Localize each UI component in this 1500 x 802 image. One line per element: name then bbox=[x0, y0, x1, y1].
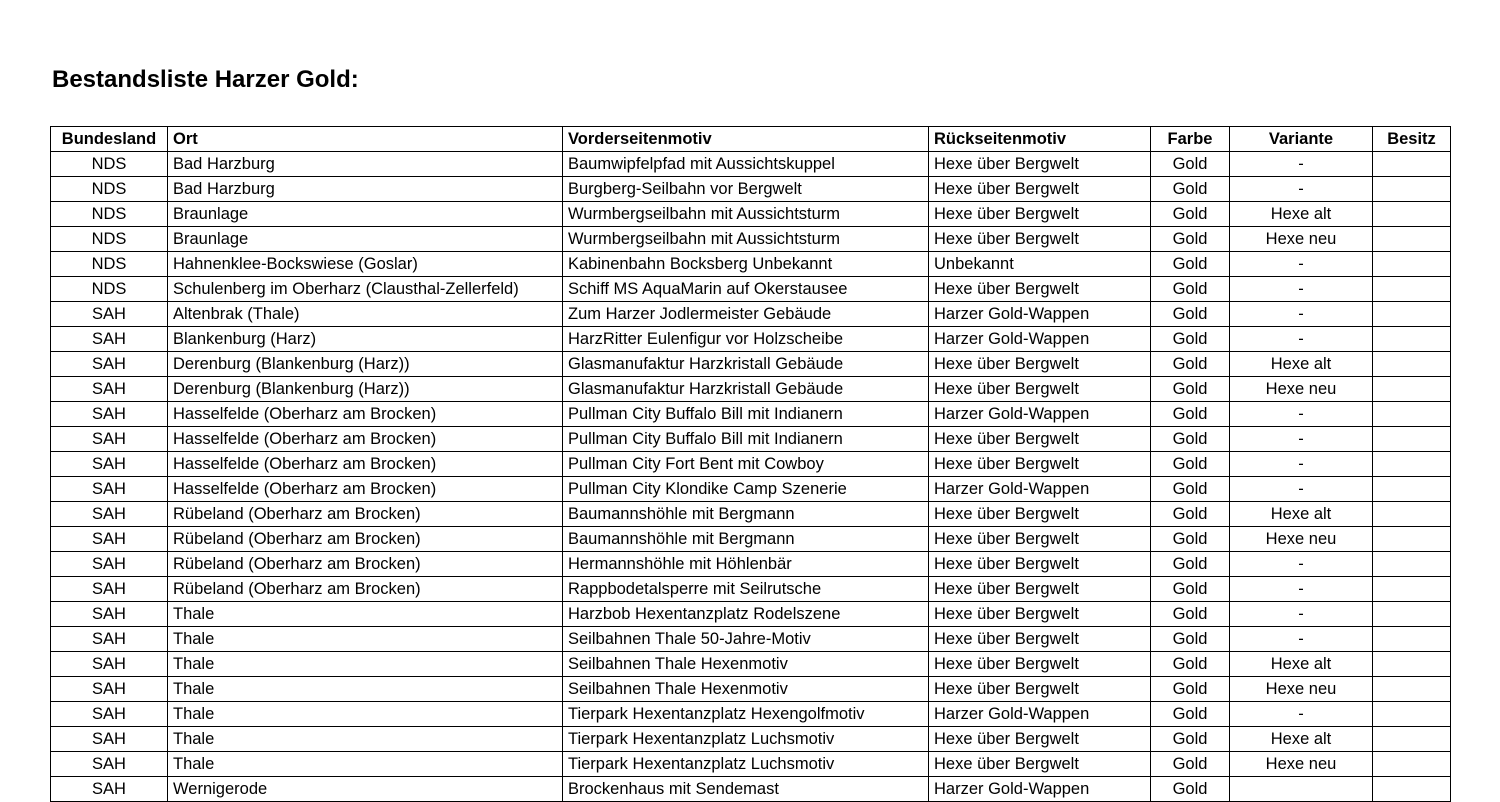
table-row bbox=[51, 627, 1451, 652]
cell-bundesland: SAH bbox=[51, 652, 168, 677]
cell-farbe: Gold bbox=[1151, 352, 1230, 377]
table-row bbox=[51, 602, 1451, 627]
cell-bundesland: SAH bbox=[51, 502, 168, 527]
cell-besitz bbox=[1373, 452, 1451, 477]
cell-besitz bbox=[1373, 602, 1451, 627]
table-row bbox=[51, 752, 1451, 777]
cell-rueckseitenmotiv: Harzer Gold-Wappen bbox=[929, 327, 1151, 352]
cell-bundesland: NDS bbox=[51, 152, 168, 177]
cell-bundesland: SAH bbox=[51, 602, 168, 627]
cell-rueckseitenmotiv: Hexe über Bergwelt bbox=[929, 452, 1151, 477]
cell-variante: - bbox=[1230, 552, 1373, 577]
cell-rueckseitenmotiv: Hexe über Bergwelt bbox=[929, 627, 1151, 652]
cell-farbe: Gold bbox=[1151, 552, 1230, 577]
cell-farbe: Gold bbox=[1151, 502, 1230, 527]
cell-variante: - bbox=[1230, 177, 1373, 202]
cell-vorderseitenmotiv: Pullman City Buffalo Bill mit Indianern bbox=[563, 427, 929, 452]
cell-rueckseitenmotiv: Hexe über Bergwelt bbox=[929, 527, 1151, 552]
header-variante: Variante bbox=[1230, 127, 1373, 152]
cell-rueckseitenmotiv: Harzer Gold-Wappen bbox=[929, 402, 1151, 427]
cell-besitz bbox=[1373, 702, 1451, 727]
cell-bundesland: SAH bbox=[51, 352, 168, 377]
table-row bbox=[51, 677, 1451, 702]
cell-besitz bbox=[1373, 777, 1451, 802]
header-bundesland: Bundesland bbox=[51, 127, 168, 152]
cell-besitz bbox=[1373, 627, 1451, 652]
cell-besitz bbox=[1373, 302, 1451, 327]
cell-bundesland: NDS bbox=[51, 202, 168, 227]
cell-besitz bbox=[1373, 752, 1451, 777]
cell-vorderseitenmotiv: Tierpark Hexentanzplatz Luchsmotiv bbox=[563, 727, 929, 752]
table-row bbox=[51, 502, 1451, 527]
cell-ort: Thale bbox=[168, 727, 563, 752]
table-row bbox=[51, 252, 1451, 277]
cell-bundesland: SAH bbox=[51, 627, 168, 652]
cell-farbe: Gold bbox=[1151, 477, 1230, 502]
header-farbe: Farbe bbox=[1151, 127, 1230, 152]
cell-ort: Thale bbox=[168, 702, 563, 727]
cell-rueckseitenmotiv: Hexe über Bergwelt bbox=[929, 552, 1151, 577]
cell-rueckseitenmotiv: Hexe über Bergwelt bbox=[929, 427, 1151, 452]
cell-vorderseitenmotiv: HarzRitter Eulenfigur vor Holzscheibe bbox=[563, 327, 929, 352]
cell-bundesland: SAH bbox=[51, 402, 168, 427]
cell-vorderseitenmotiv: Burgberg-Seilbahn vor Bergwelt bbox=[563, 177, 929, 202]
cell-variante: Hexe neu bbox=[1230, 377, 1373, 402]
cell-variante: Hexe neu bbox=[1230, 752, 1373, 777]
cell-variante: - bbox=[1230, 277, 1373, 302]
table-row bbox=[51, 452, 1451, 477]
cell-besitz bbox=[1373, 402, 1451, 427]
table-row bbox=[51, 702, 1451, 727]
cell-ort: Schulenberg im Oberharz (Clausthal-Zellerfeld) bbox=[168, 277, 563, 302]
cell-rueckseitenmotiv: Harzer Gold-Wappen bbox=[929, 777, 1151, 802]
cell-farbe: Gold bbox=[1151, 727, 1230, 752]
table-row bbox=[51, 402, 1451, 427]
cell-farbe: Gold bbox=[1151, 602, 1230, 627]
cell-farbe: Gold bbox=[1151, 752, 1230, 777]
cell-besitz bbox=[1373, 502, 1451, 527]
cell-variante: Hexe alt bbox=[1230, 502, 1373, 527]
cell-rueckseitenmotiv: Harzer Gold-Wappen bbox=[929, 702, 1151, 727]
cell-besitz bbox=[1373, 252, 1451, 277]
cell-besitz bbox=[1373, 202, 1451, 227]
cell-variante: - bbox=[1230, 627, 1373, 652]
cell-ort: Thale bbox=[168, 652, 563, 677]
header-ort: Ort bbox=[168, 127, 563, 152]
cell-vorderseitenmotiv: Zum Harzer Jodlermeister Gebäude bbox=[563, 302, 929, 327]
cell-rueckseitenmotiv: Hexe über Bergwelt bbox=[929, 202, 1151, 227]
table-row bbox=[51, 652, 1451, 677]
cell-ort: Wernigerode bbox=[168, 777, 563, 802]
cell-vorderseitenmotiv: Seilbahnen Thale 50-Jahre-Motiv bbox=[563, 627, 929, 652]
cell-farbe: Gold bbox=[1151, 402, 1230, 427]
cell-ort: Rübeland (Oberharz am Brocken) bbox=[168, 552, 563, 577]
cell-bundesland: NDS bbox=[51, 177, 168, 202]
cell-vorderseitenmotiv: Tierpark Hexentanzplatz Hexengolfmotiv bbox=[563, 702, 929, 727]
cell-rueckseitenmotiv: Hexe über Bergwelt bbox=[929, 152, 1151, 177]
cell-farbe: Gold bbox=[1151, 377, 1230, 402]
header-besitz: Besitz bbox=[1373, 127, 1451, 152]
table-row bbox=[51, 477, 1451, 502]
page-title: Bestandsliste Harzer Gold: bbox=[52, 66, 359, 93]
cell-farbe: Gold bbox=[1151, 227, 1230, 252]
cell-ort: Thale bbox=[168, 677, 563, 702]
cell-besitz bbox=[1373, 227, 1451, 252]
cell-rueckseitenmotiv: Hexe über Bergwelt bbox=[929, 652, 1151, 677]
table-row bbox=[51, 352, 1451, 377]
cell-variante: - bbox=[1230, 477, 1373, 502]
table-row bbox=[51, 202, 1451, 227]
cell-ort: Thale bbox=[168, 602, 563, 627]
cell-ort: Thale bbox=[168, 752, 563, 777]
cell-vorderseitenmotiv: Seilbahnen Thale Hexenmotiv bbox=[563, 677, 929, 702]
cell-besitz bbox=[1373, 152, 1451, 177]
cell-vorderseitenmotiv: Tierpark Hexentanzplatz Luchsmotiv bbox=[563, 752, 929, 777]
table-row bbox=[51, 227, 1451, 252]
cell-vorderseitenmotiv: Glasmanufaktur Harzkristall Gebäude bbox=[563, 352, 929, 377]
table-row bbox=[51, 552, 1451, 577]
table-row bbox=[51, 152, 1451, 177]
cell-vorderseitenmotiv: Wurmbergseilbahn mit Aussichtsturm bbox=[563, 227, 929, 252]
cell-rueckseitenmotiv: Harzer Gold-Wappen bbox=[929, 477, 1151, 502]
cell-ort: Altenbrak (Thale) bbox=[168, 302, 563, 327]
cell-variante: - bbox=[1230, 602, 1373, 627]
cell-bundesland: SAH bbox=[51, 702, 168, 727]
cell-variante: - bbox=[1230, 252, 1373, 277]
cell-vorderseitenmotiv: Baumwipfelpfad mit Aussichtskuppel bbox=[563, 152, 929, 177]
cell-besitz bbox=[1373, 677, 1451, 702]
cell-bundesland: SAH bbox=[51, 577, 168, 602]
cell-rueckseitenmotiv: Hexe über Bergwelt bbox=[929, 602, 1151, 627]
table-row bbox=[51, 302, 1451, 327]
cell-ort: Rübeland (Oberharz am Brocken) bbox=[168, 527, 563, 552]
table-header-row bbox=[51, 127, 1451, 152]
cell-bundesland: NDS bbox=[51, 252, 168, 277]
cell-farbe: Gold bbox=[1151, 427, 1230, 452]
cell-ort: Bad Harzburg bbox=[168, 177, 563, 202]
cell-bundesland: SAH bbox=[51, 677, 168, 702]
cell-bundesland: SAH bbox=[51, 727, 168, 752]
cell-vorderseitenmotiv: Schiff MS AquaMarin auf Okerstausee bbox=[563, 277, 929, 302]
cell-vorderseitenmotiv: Kabinenbahn Bocksberg Unbekannt bbox=[563, 252, 929, 277]
cell-variante: Hexe neu bbox=[1230, 227, 1373, 252]
cell-variante: - bbox=[1230, 152, 1373, 177]
cell-bundesland: SAH bbox=[51, 302, 168, 327]
cell-rueckseitenmotiv: Hexe über Bergwelt bbox=[929, 677, 1151, 702]
cell-rueckseitenmotiv: Harzer Gold-Wappen bbox=[929, 302, 1151, 327]
cell-farbe: Gold bbox=[1151, 652, 1230, 677]
header-rueckseitenmotiv: Rückseitenmotiv bbox=[929, 127, 1151, 152]
cell-bundesland: SAH bbox=[51, 327, 168, 352]
cell-variante: - bbox=[1230, 302, 1373, 327]
cell-bundesland: SAH bbox=[51, 527, 168, 552]
cell-besitz bbox=[1373, 577, 1451, 602]
table-row bbox=[51, 277, 1451, 302]
cell-vorderseitenmotiv: Pullman City Fort Bent mit Cowboy bbox=[563, 452, 929, 477]
cell-variante: Hexe neu bbox=[1230, 677, 1373, 702]
cell-farbe: Gold bbox=[1151, 152, 1230, 177]
cell-vorderseitenmotiv: Baumannshöhle mit Bergmann bbox=[563, 527, 929, 552]
cell-ort: Bad Harzburg bbox=[168, 152, 563, 177]
cell-vorderseitenmotiv: Rappbodetalsperre mit Seilrutsche bbox=[563, 577, 929, 602]
table-row bbox=[51, 177, 1451, 202]
cell-ort: Hasselfelde (Oberharz am Brocken) bbox=[168, 452, 563, 477]
cell-rueckseitenmotiv: Hexe über Bergwelt bbox=[929, 502, 1151, 527]
cell-farbe: Gold bbox=[1151, 527, 1230, 552]
table-row bbox=[51, 727, 1451, 752]
cell-besitz bbox=[1373, 552, 1451, 577]
cell-variante: Hexe alt bbox=[1230, 652, 1373, 677]
cell-besitz bbox=[1373, 527, 1451, 552]
cell-variante: - bbox=[1230, 427, 1373, 452]
cell-farbe: Gold bbox=[1151, 677, 1230, 702]
cell-ort: Hasselfelde (Oberharz am Brocken) bbox=[168, 402, 563, 427]
cell-variante: Hexe alt bbox=[1230, 202, 1373, 227]
cell-bundesland: SAH bbox=[51, 477, 168, 502]
cell-besitz bbox=[1373, 652, 1451, 677]
cell-variante: Hexe neu bbox=[1230, 527, 1373, 552]
cell-bundesland: SAH bbox=[51, 552, 168, 577]
cell-farbe: Gold bbox=[1151, 577, 1230, 602]
cell-vorderseitenmotiv: Seilbahnen Thale Hexenmotiv bbox=[563, 652, 929, 677]
cell-ort: Derenburg (Blankenburg (Harz)) bbox=[168, 352, 563, 377]
cell-farbe: Gold bbox=[1151, 777, 1230, 802]
cell-rueckseitenmotiv: Hexe über Bergwelt bbox=[929, 277, 1151, 302]
cell-ort: Rübeland (Oberharz am Brocken) bbox=[168, 502, 563, 527]
cell-farbe: Gold bbox=[1151, 327, 1230, 352]
cell-bundesland: SAH bbox=[51, 452, 168, 477]
header-vorderseitenmotiv: Vorderseitenmotiv bbox=[563, 127, 929, 152]
cell-rueckseitenmotiv: Unbekannt bbox=[929, 252, 1151, 277]
table-row bbox=[51, 527, 1451, 552]
cell-bundesland: NDS bbox=[51, 227, 168, 252]
cell-vorderseitenmotiv: Wurmbergseilbahn mit Aussichtsturm bbox=[563, 202, 929, 227]
cell-bundesland: NDS bbox=[51, 277, 168, 302]
cell-ort: Braunlage bbox=[168, 202, 563, 227]
cell-besitz bbox=[1373, 277, 1451, 302]
cell-vorderseitenmotiv: Brockenhaus mit Sendemast bbox=[563, 777, 929, 802]
cell-vorderseitenmotiv: Hermannshöhle mit Höhlenbär bbox=[563, 552, 929, 577]
table-body bbox=[51, 152, 1451, 802]
cell-vorderseitenmotiv: Pullman City Buffalo Bill mit Indianern bbox=[563, 402, 929, 427]
cell-besitz bbox=[1373, 377, 1451, 402]
cell-bundesland: SAH bbox=[51, 777, 168, 802]
cell-farbe: Gold bbox=[1151, 177, 1230, 202]
cell-rueckseitenmotiv: Hexe über Bergwelt bbox=[929, 352, 1151, 377]
cell-ort: Derenburg (Blankenburg (Harz)) bbox=[168, 377, 563, 402]
cell-besitz bbox=[1373, 327, 1451, 352]
cell-bundesland: SAH bbox=[51, 752, 168, 777]
cell-ort: Hasselfelde (Oberharz am Brocken) bbox=[168, 427, 563, 452]
cell-ort: Rübeland (Oberharz am Brocken) bbox=[168, 577, 563, 602]
cell-rueckseitenmotiv: Hexe über Bergwelt bbox=[929, 227, 1151, 252]
table-row bbox=[51, 427, 1451, 452]
cell-bundesland: SAH bbox=[51, 427, 168, 452]
cell-besitz bbox=[1373, 352, 1451, 377]
cell-farbe: Gold bbox=[1151, 302, 1230, 327]
cell-variante: - bbox=[1230, 452, 1373, 477]
cell-besitz bbox=[1373, 727, 1451, 752]
cell-rueckseitenmotiv: Hexe über Bergwelt bbox=[929, 752, 1151, 777]
cell-ort: Hasselfelde (Oberharz am Brocken) bbox=[168, 477, 563, 502]
cell-variante bbox=[1230, 777, 1373, 802]
cell-vorderseitenmotiv: Baumannshöhle mit Bergmann bbox=[563, 502, 929, 527]
cell-variante: - bbox=[1230, 702, 1373, 727]
cell-farbe: Gold bbox=[1151, 452, 1230, 477]
cell-ort: Braunlage bbox=[168, 227, 563, 252]
cell-rueckseitenmotiv: Hexe über Bergwelt bbox=[929, 377, 1151, 402]
cell-vorderseitenmotiv: Harzbob Hexentanzplatz Rodelszene bbox=[563, 602, 929, 627]
cell-farbe: Gold bbox=[1151, 252, 1230, 277]
table-row bbox=[51, 327, 1451, 352]
cell-farbe: Gold bbox=[1151, 627, 1230, 652]
inventory-table bbox=[50, 126, 1451, 802]
cell-variante: - bbox=[1230, 577, 1373, 602]
cell-vorderseitenmotiv: Pullman City Klondike Camp Szenerie bbox=[563, 477, 929, 502]
cell-rueckseitenmotiv: Hexe über Bergwelt bbox=[929, 577, 1151, 602]
cell-farbe: Gold bbox=[1151, 277, 1230, 302]
cell-farbe: Gold bbox=[1151, 702, 1230, 727]
cell-ort: Hahnenklee-Bockswiese (Goslar) bbox=[168, 252, 563, 277]
cell-variante: - bbox=[1230, 327, 1373, 352]
cell-vorderseitenmotiv: Glasmanufaktur Harzkristall Gebäude bbox=[563, 377, 929, 402]
cell-ort: Blankenburg (Harz) bbox=[168, 327, 563, 352]
cell-farbe: Gold bbox=[1151, 202, 1230, 227]
table-row bbox=[51, 777, 1451, 802]
cell-besitz bbox=[1373, 477, 1451, 502]
table-row bbox=[51, 377, 1451, 402]
cell-besitz bbox=[1373, 427, 1451, 452]
cell-besitz bbox=[1373, 177, 1451, 202]
cell-bundesland: SAH bbox=[51, 377, 168, 402]
cell-ort: Thale bbox=[168, 627, 563, 652]
cell-variante: - bbox=[1230, 402, 1373, 427]
cell-rueckseitenmotiv: Hexe über Bergwelt bbox=[929, 177, 1151, 202]
cell-variante: Hexe alt bbox=[1230, 727, 1373, 752]
table-row bbox=[51, 577, 1451, 602]
cell-rueckseitenmotiv: Hexe über Bergwelt bbox=[929, 727, 1151, 752]
cell-variante: Hexe alt bbox=[1230, 352, 1373, 377]
